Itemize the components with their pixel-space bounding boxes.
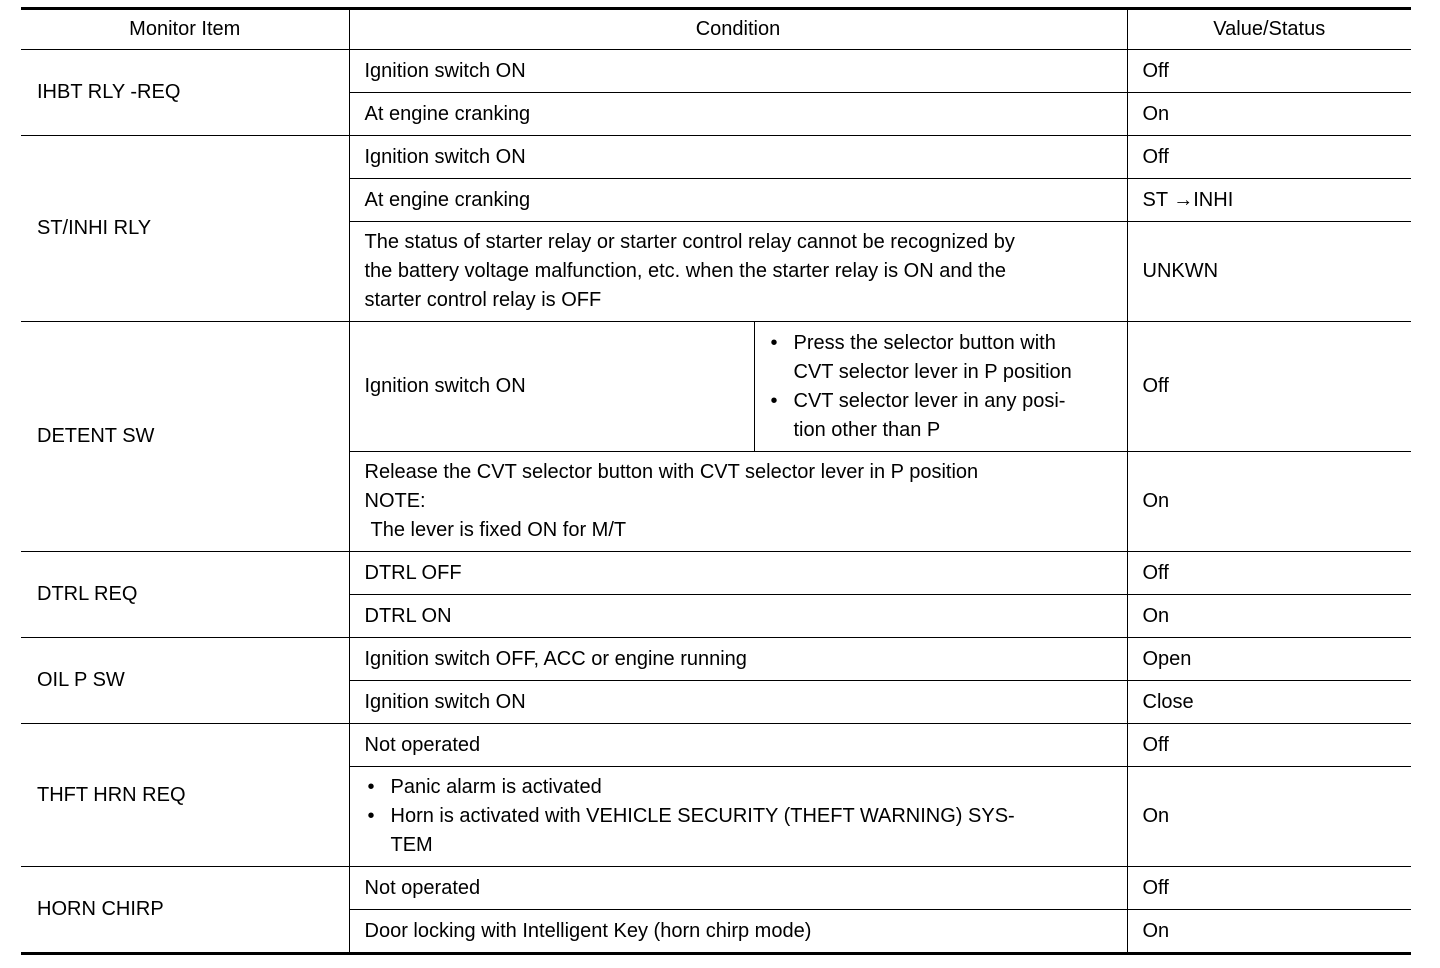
bullet-line: CVT selector lever in P position <box>793 360 1072 383</box>
value-cell: On <box>1127 595 1411 638</box>
condition-cell <box>349 452 1127 552</box>
table-row <box>21 136 1411 179</box>
monitor-item-st-inhi: ST/INHI RLY <box>21 136 349 322</box>
value-cell: Off <box>1127 136 1411 179</box>
monitor-item-dtrl: DTRL REQ <box>21 552 349 638</box>
bullet-list <box>768 329 1119 445</box>
monitor-item-table <box>21 7 1411 955</box>
list-item <box>768 329 1119 387</box>
list-item <box>365 773 1112 802</box>
value-cell: Off <box>1127 724 1411 767</box>
value-cell: Off <box>1127 552 1411 595</box>
bullet-line: • Panic alarm is activated <box>390 776 602 798</box>
condition-cell: Ignition switch OFF, ACC or engine running <box>349 638 1127 681</box>
value-cell: ST →INHI <box>1127 179 1411 222</box>
sub-condition-bullets <box>754 322 1127 451</box>
header-condition: Condition <box>349 9 1127 50</box>
table-row <box>21 322 1411 452</box>
condition-cell: Not operated <box>349 867 1127 910</box>
condition-line: the battery voltage malfunction, etc. when the starter relay is ON and the <box>364 260 1006 282</box>
condition-cell: Ignition switch ON <box>349 136 1127 179</box>
condition-cell: DTRL ON <box>349 595 1127 638</box>
table-row <box>21 552 1411 595</box>
table-row <box>21 867 1411 910</box>
value-cell: Off <box>1127 322 1411 452</box>
sub-condition-table <box>350 322 1127 451</box>
condition-line: Release the CVT selector button with CVT selector lever in P position <box>364 461 979 483</box>
monitor-item-ihbt: IHBT RLY -REQ <box>21 50 349 136</box>
monitor-item-thft: THFT HRN REQ <box>21 724 349 867</box>
monitor-item-detent: DETENT SW <box>21 322 349 552</box>
condition-cell-split <box>349 322 1127 452</box>
bullet-line: • Press the selector button with <box>793 331 1056 354</box>
condition-line: starter control relay is OFF <box>364 289 602 311</box>
condition-cell: Not operated <box>349 724 1127 767</box>
bullet-line: tion other than P <box>793 418 941 441</box>
condition-cell: Ignition switch ON <box>349 681 1127 724</box>
condition-cell: At engine cranking <box>349 179 1127 222</box>
table-row <box>21 50 1411 93</box>
value-cell: Off <box>1127 867 1411 910</box>
monitor-item-horn-chirp: HORN CHIRP <box>21 867 349 954</box>
table-header-row <box>21 9 1411 50</box>
note-text: The lever is fixed ON for M/T <box>370 519 627 541</box>
condition-cell <box>349 222 1127 322</box>
value-cell: Open <box>1127 638 1411 681</box>
table-row <box>21 724 1411 767</box>
header-monitor-item: Monitor Item <box>21 9 349 50</box>
bullet-line: • CVT selector lever in any posi- <box>793 389 1066 412</box>
condition-cell <box>349 767 1127 867</box>
value-cell: Off <box>1127 50 1411 93</box>
value-cell: On <box>1127 452 1411 552</box>
value-cell: On <box>1127 93 1411 136</box>
sub-condition-main: Ignition switch ON <box>350 322 755 451</box>
value-cell: Close <box>1127 681 1411 724</box>
bullet-line: • Horn is activated with VEHICLE SECURITY (THEFT WARNING) SYS- <box>390 805 1015 827</box>
condition-cell: Ignition switch ON <box>349 50 1127 93</box>
bullet-line: TEM <box>390 834 433 856</box>
value-cell: On <box>1127 767 1411 867</box>
bullet-list <box>365 773 1112 860</box>
monitor-item-document <box>21 7 1411 955</box>
condition-cell: DTRL OFF <box>349 552 1127 595</box>
condition-line: The status of starter relay or starter control relay cannot be recognized by <box>364 231 1015 253</box>
condition-cell: At engine cranking <box>349 93 1127 136</box>
note-label: NOTE: <box>364 490 426 512</box>
list-item <box>768 387 1119 445</box>
sub-condition-row <box>350 322 1127 451</box>
table-row <box>21 638 1411 681</box>
list-item <box>365 802 1112 860</box>
value-cell: UNKWN <box>1127 222 1411 322</box>
header-value-status: Value/Status <box>1127 9 1411 50</box>
value-cell: On <box>1127 910 1411 954</box>
condition-cell: Door locking with Intelligent Key (horn chirp mode) <box>349 910 1127 954</box>
monitor-item-oil: OIL P SW <box>21 638 349 724</box>
